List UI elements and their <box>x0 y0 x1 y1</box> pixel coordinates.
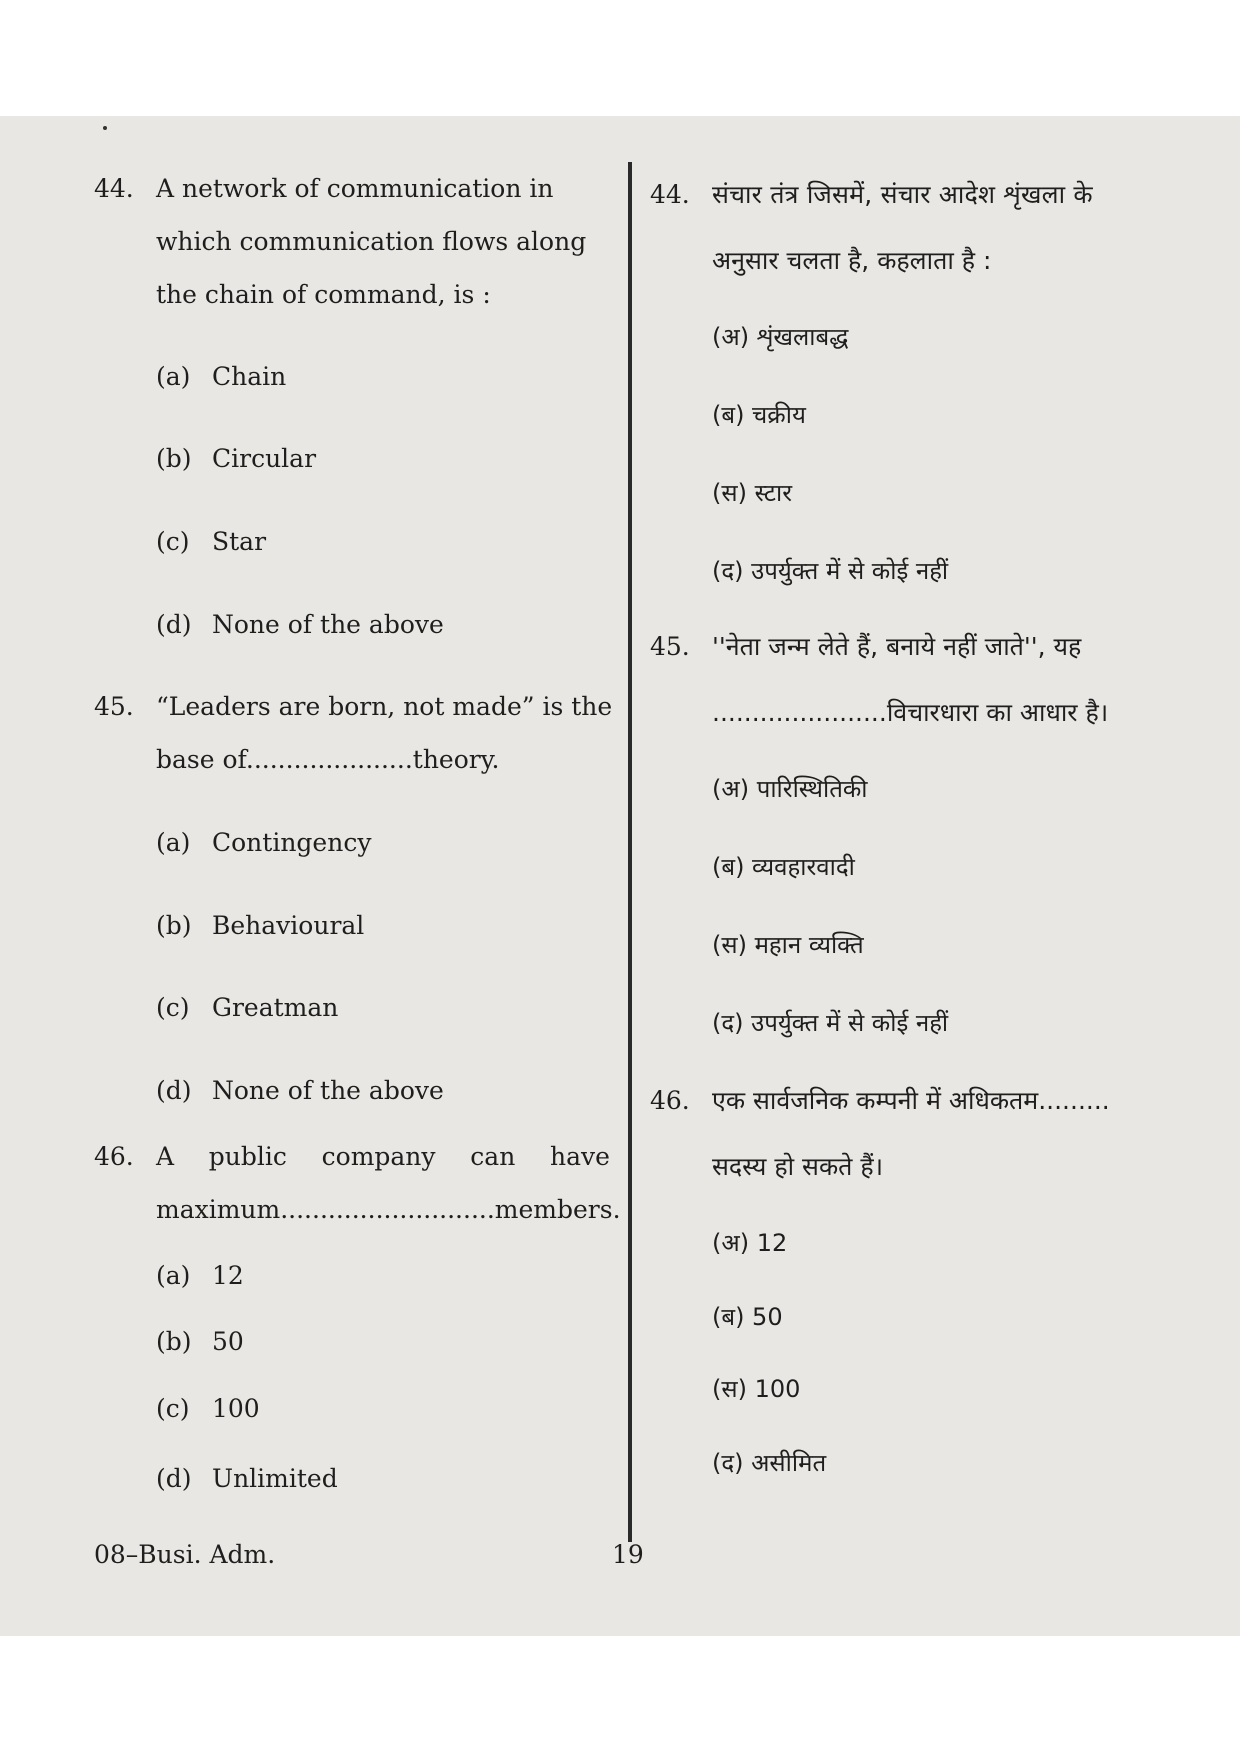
question-number: 45. <box>650 632 690 661</box>
question-number: 45. <box>94 692 134 721</box>
option-c: (स) महान व्यक्ति <box>712 931 864 959</box>
question-number: 44. <box>94 174 134 203</box>
page-number: 19 <box>612 1540 644 1569</box>
question-line: A public company can have <box>156 1142 610 1171</box>
option-a: (a) Chain <box>156 362 287 391</box>
question-number: 46. <box>94 1142 134 1171</box>
option-b: (b) Behavioural <box>156 911 365 940</box>
question-line: ......................विचारधारा का आधार है। <box>712 698 1109 727</box>
question-line: A network of communication in <box>156 174 554 203</box>
option-c: (c) Star <box>156 527 267 556</box>
option-b: (ब) व्यवहारवादी <box>712 853 855 881</box>
option-b: (ब) चक्रीय <box>712 401 806 429</box>
question-line: सदस्य हो सकते हैं। <box>712 1152 884 1181</box>
option-d: (d) None of the above <box>156 1076 444 1105</box>
question-number: 46. <box>650 1086 690 1115</box>
option-b: (b) Circular <box>156 444 317 473</box>
question-number: 44. <box>650 180 690 209</box>
column-divider <box>628 162 632 1542</box>
question-line: ''नेता जन्म लेते हैं, बनाये नहीं जाते'', यह <box>712 632 1082 661</box>
question-line: अनुसार चलता है, कहलाता है : <box>712 246 992 275</box>
option-c: (स) स्टार <box>712 479 793 507</box>
option-c: (c) Greatman <box>156 993 339 1022</box>
speck <box>103 126 107 130</box>
option-a: (a) 12 <box>156 1261 244 1290</box>
question-line: which communication flows along <box>156 227 587 256</box>
question-line: the chain of command, is : <box>156 280 491 309</box>
question-line: संचार तंत्र जिसमें, संचार आदेश शृंखला के <box>712 180 1093 209</box>
question-line: “Leaders are born, not made” is the <box>156 692 613 721</box>
option-a: (a) Contingency <box>156 828 372 857</box>
option-d: (द) उपर्युक्त में से कोई नहीं <box>712 1009 949 1037</box>
option-a: (अ) 12 <box>712 1229 788 1257</box>
option-d: (d) Unlimited <box>156 1464 338 1493</box>
option-b: (ब) 50 <box>712 1303 783 1331</box>
option-d: (द) उपर्युक्त में से कोई नहीं <box>712 557 949 585</box>
option-c: (c) 100 <box>156 1394 260 1423</box>
question-line: maximum...........................members. <box>156 1195 621 1224</box>
question-line: एक सार्वजनिक कम्पनी में अधिकतम......... <box>712 1086 1110 1115</box>
option-c: (स) 100 <box>712 1375 801 1403</box>
option-d: (द) असीमित <box>712 1449 827 1477</box>
option-b: (b) 50 <box>156 1327 244 1356</box>
option-d: (d) None of the above <box>156 610 444 639</box>
question-line: base of.....................theory. <box>156 745 500 774</box>
option-a: (अ) पारिस्थितिकी <box>712 775 868 803</box>
option-a: (अ) शृंखलाबद्ध <box>712 323 849 351</box>
paper-code: 08–Busi. Adm. <box>94 1540 276 1569</box>
